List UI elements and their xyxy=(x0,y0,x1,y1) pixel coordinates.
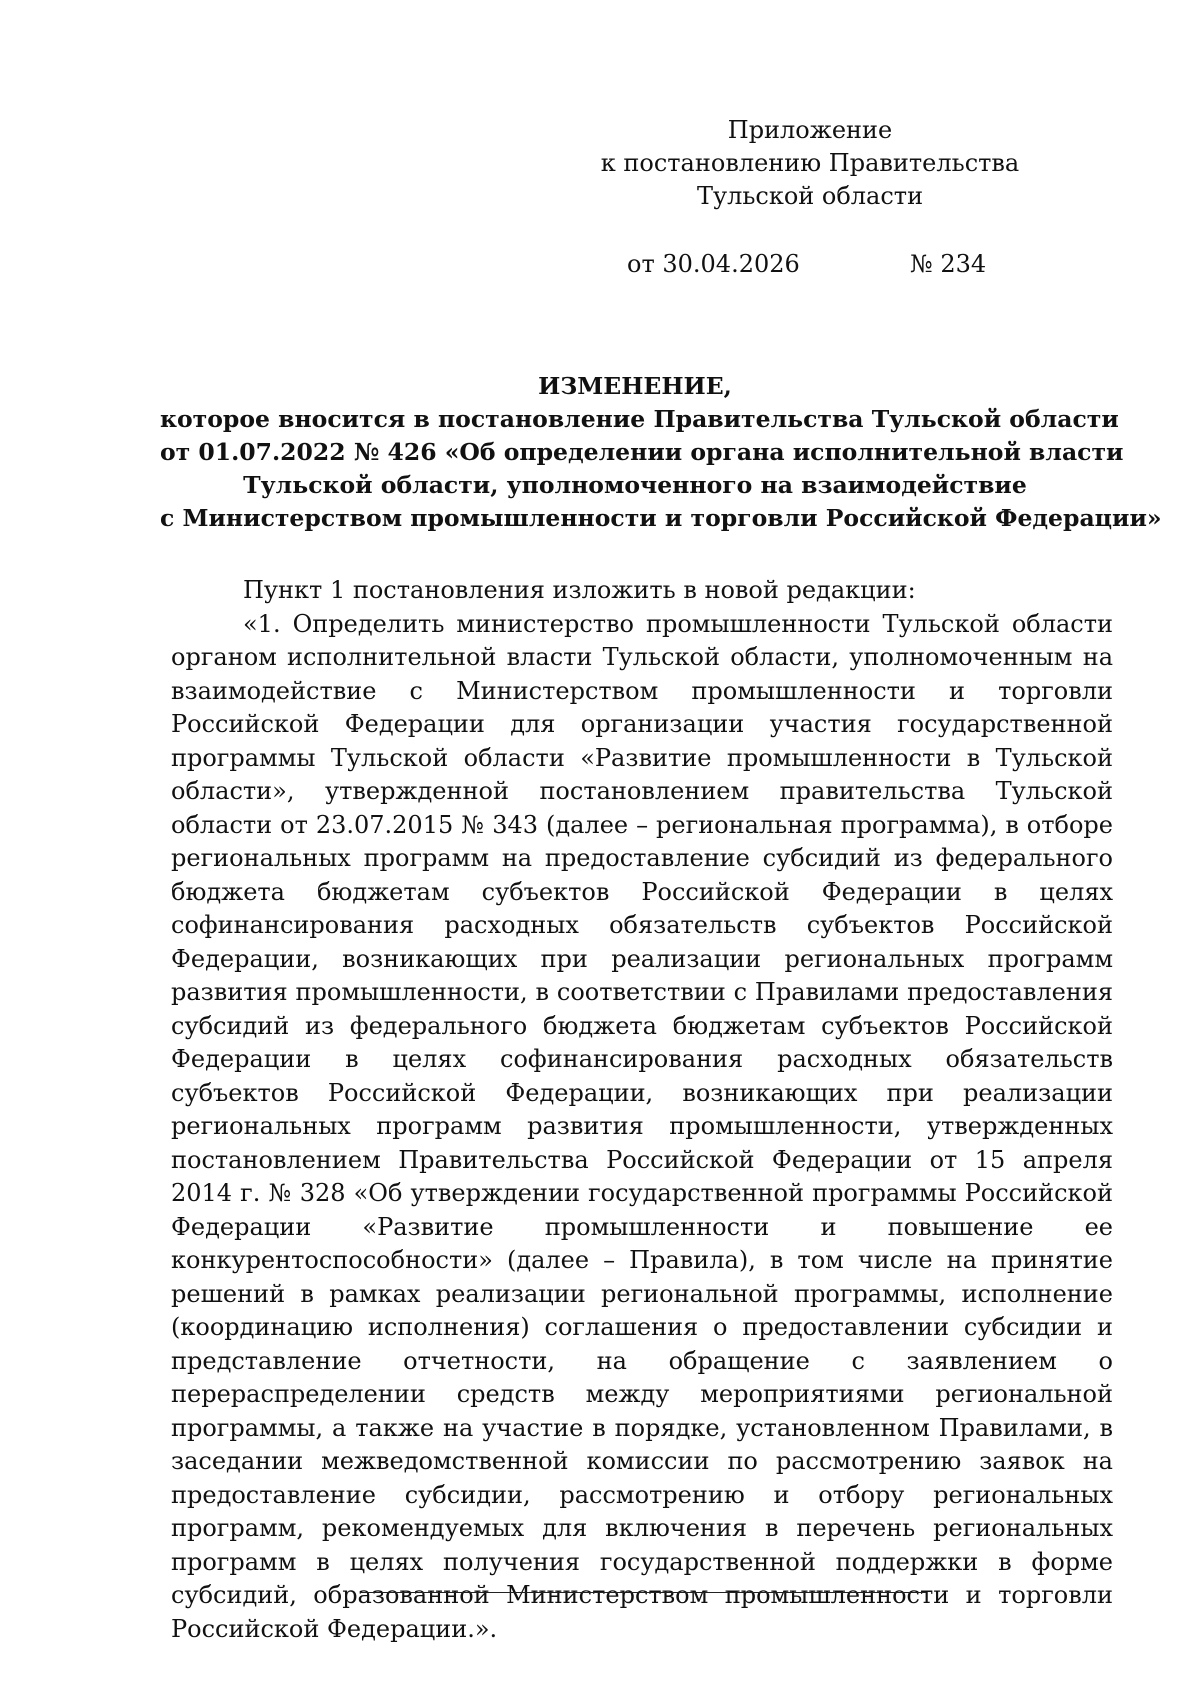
decree-date: от 30.04.2026 xyxy=(627,250,800,278)
document-heading xyxy=(160,370,1162,535)
heading-line: которое вносится в постановление Правительства Тульской области xyxy=(160,405,1119,433)
document-body xyxy=(171,574,1113,1646)
intro-paragraph: Пункт 1 постановления изложить в новой редакции: xyxy=(243,576,916,604)
heading-line: от 01.07.2022 № 426 «Об определении органа исполнительной власти xyxy=(160,438,1124,466)
decree-number: № 234 xyxy=(910,250,987,278)
appendix-title: Приложение xyxy=(727,116,893,144)
closing-divider xyxy=(360,1592,926,1593)
heading-line: Тульской области, уполномоченного на взаимодействие xyxy=(243,471,1027,499)
heading-line: с Министерством промышленности и торговли Российской Федерации» xyxy=(160,504,1162,532)
amendment-paragraph: «1. Определить министерство промышленности Тульской области органом исполнительной власти Тульской области, уполномоченным на взаимодействие с Министерством промышленности и торговли Российской Федерации для организации участия государственной программы Тульской области «Развитие промышленности в Тульской области», утвержденной постановлением правительства Тульской области от 23.07.2015 № 343 (далее – региональная программа), в отборе региональных программ на предоставление субсидий из федерального бюджета бюджетам субъектов Российской Федерации в целях софинансирования расходных обязательств субъектов Российской Федерации, возникающих при реализации региональных программ развития промышленности, в соответствии с Правилами предоставления субсидий из федерального бюджета бюджетам субъектов Российской Федерации в целях софинансирования расходных обязательств субъектов Российской Федерации, возникающих при реализации региональных программ развития промышленности, утвержденных постановлением Правительства Российской Федерации от 15 апреля 2014 г. № 328 «Об утверждении государственной программы Российской Федерации «Развитие промышленности и повышение ее конкурентоспособности» (далее – Правила), в том числе на принятие решений в рамках реализации региональной программы, исполнение (координацию исполнения) соглашения о предоставлении субсидии и представление отчетности, на обращение с заявлением о перераспределении средств между мероприятиями региональной программы, а также на участие в порядке, установленном Правилами, в заседании межведомственной комиссии по рассмотрению заявок на предоставление субсидии, рассмотрению и отбору региональных программ, рекомендуемых для включения в перечень региональных программ в целях получения государственной поддержки в форме субсидий, образованной Министерством промышленности и торговли Российской Федерации.». xyxy=(171,609,1113,1643)
heading-title: ИЗМЕНЕНИЕ, xyxy=(538,372,732,400)
appendix-region: Тульской области xyxy=(696,182,924,210)
appendix-block xyxy=(560,114,1060,213)
appendix-reference: к постановлению Правительства xyxy=(600,149,1020,177)
